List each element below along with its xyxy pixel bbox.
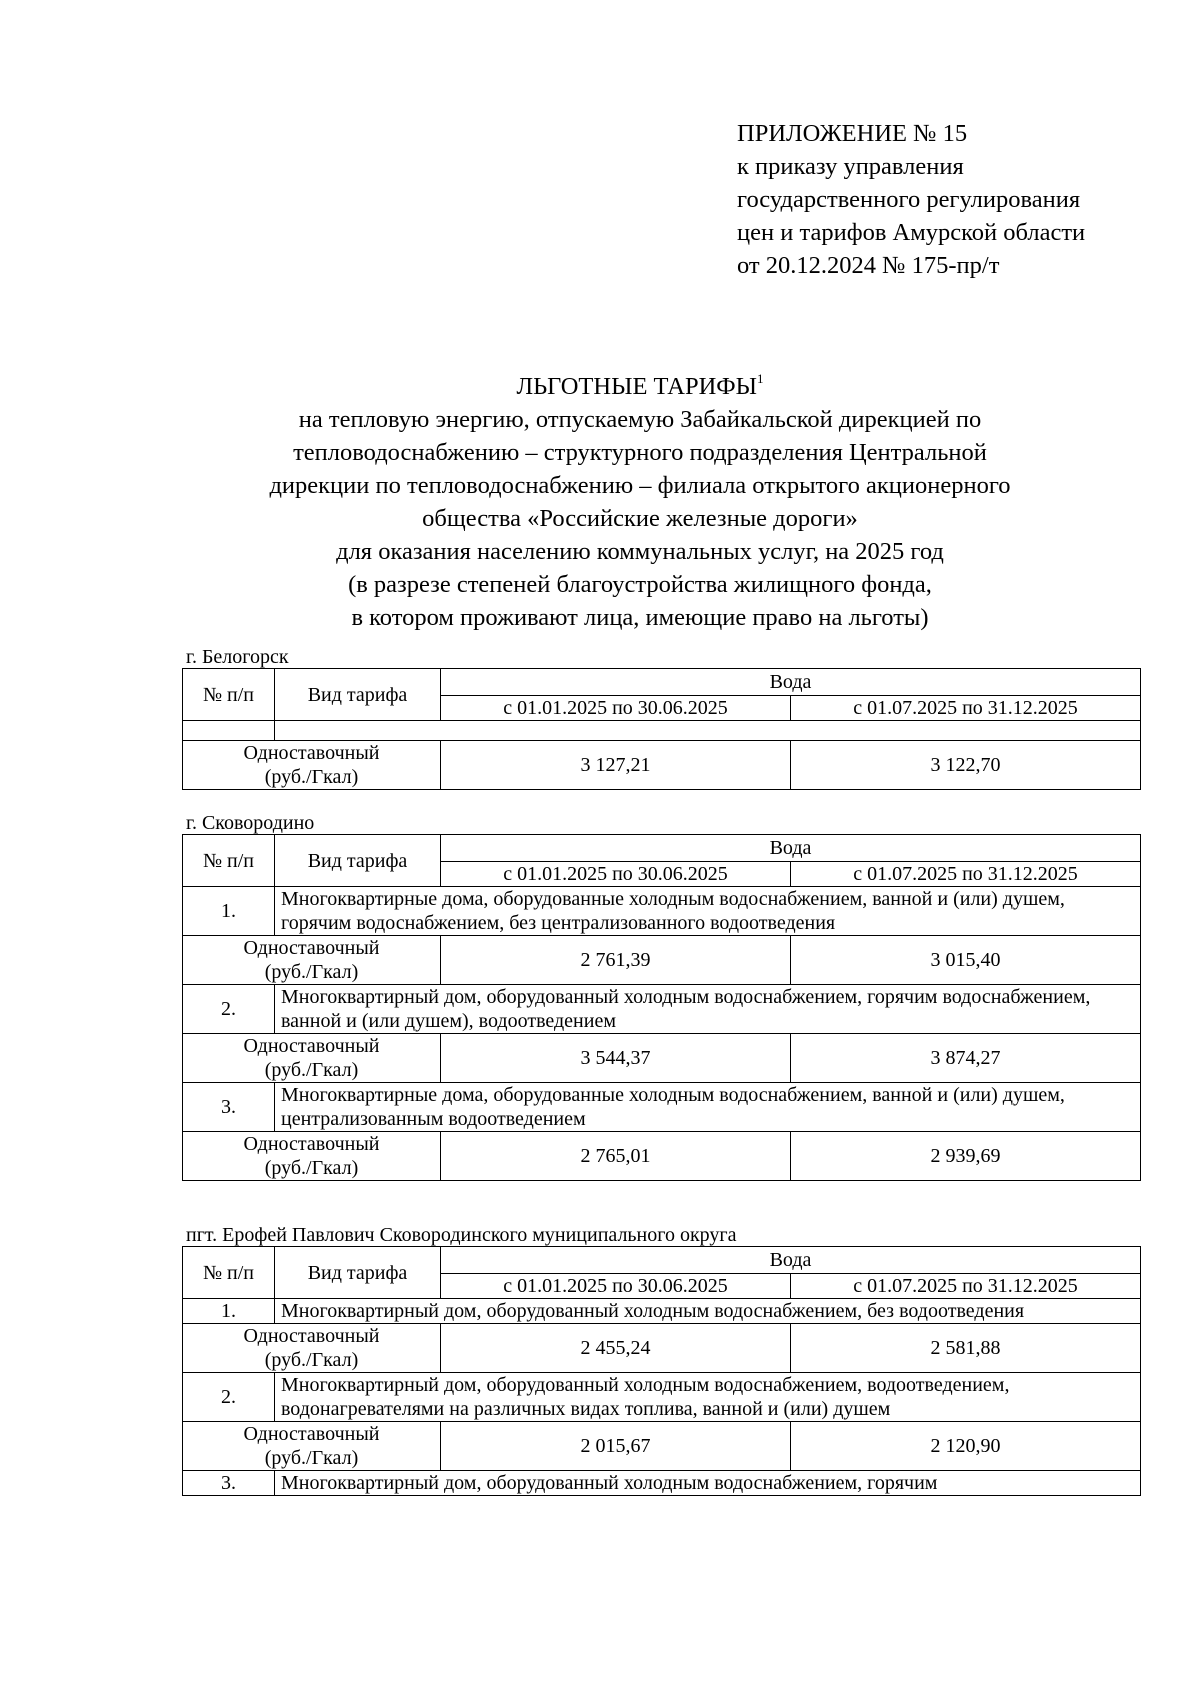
appendix-line: ПРИЛОЖЕНИЕ № 15 bbox=[737, 120, 968, 147]
header-period-1: с 01.01.2025 по 30.06.2025 bbox=[441, 696, 791, 721]
tariff-table bbox=[182, 1246, 1141, 1496]
appendix-line: от 20.12.2024 № 175-пр/т bbox=[737, 252, 1000, 279]
title-main: ЛЬГОТНЫЕ ТАРИФЫ bbox=[516, 373, 758, 400]
row-description: Многоквартирный дом, оборудованный холодным водоснабжением, горячим водоснабжением, ванной и (или душем), водоотведением bbox=[275, 985, 1141, 1034]
tariff-label bbox=[183, 936, 441, 985]
title-line: на тепловую энергию, отпускаемую Забайкальской дирекцией по bbox=[298, 406, 982, 433]
footnote-mark: 1 bbox=[757, 371, 764, 386]
section-belogorsk bbox=[182, 646, 1142, 790]
title-line: (в разрезе степеней благоустройства жилищного фонда, bbox=[348, 571, 932, 598]
row-description: Многоквартирный дом, оборудованный холодным водоснабжением, горячим bbox=[275, 1471, 1141, 1496]
tariff-label-line-1: Одноставочный bbox=[243, 1133, 380, 1155]
city-name: г. Белогорск bbox=[186, 646, 289, 668]
row-description bbox=[275, 721, 1141, 741]
tariff-label-line-1: Одноставочный bbox=[243, 1035, 380, 1057]
appendix-line: цен и тарифов Амурской области bbox=[737, 219, 1086, 246]
tariff-label bbox=[183, 1422, 441, 1471]
title-line: в котором проживают лица, имеющие право на льготы) bbox=[351, 604, 929, 631]
tariff-value-period-1: 3 544,37 bbox=[441, 1034, 791, 1083]
tariff-value-period-2: 3 015,40 bbox=[791, 936, 1141, 985]
tariff-value-period-2: 3 122,70 bbox=[791, 741, 1141, 790]
header-tariff-type: Вид тарифа bbox=[275, 1247, 441, 1299]
tariff-label bbox=[183, 1034, 441, 1083]
tariff-label-line-2: (руб./Гкал) bbox=[264, 1157, 359, 1179]
header-period-2: с 01.07.2025 по 31.12.2025 bbox=[791, 1274, 1141, 1299]
row-num: 3. bbox=[183, 1471, 275, 1496]
header-tariff-type: Вид тарифа bbox=[275, 835, 441, 887]
tariff-value-period-2: 2 581,88 bbox=[791, 1324, 1141, 1373]
tariff-label-line-1: Одноставочный bbox=[243, 937, 380, 959]
row-num bbox=[183, 721, 275, 741]
tariff-label bbox=[183, 741, 441, 790]
header-period-2: с 01.07.2025 по 31.12.2025 bbox=[791, 862, 1141, 887]
row-description: Многоквартирные дома, оборудованные холодным водоснабжением, ванной и (или) душем, горячим водоснабжением, без централизованного водоотведения bbox=[275, 887, 1141, 936]
header-num: № п/п bbox=[183, 835, 275, 887]
tariff-label-line-2: (руб./Гкал) bbox=[264, 1349, 359, 1371]
header-resource: Вода bbox=[441, 669, 1141, 696]
header-period-1: с 01.01.2025 по 30.06.2025 bbox=[441, 862, 791, 887]
tariff-label bbox=[183, 1324, 441, 1373]
header-resource: Вода bbox=[441, 835, 1141, 862]
header-tariff-type: Вид тарифа bbox=[275, 669, 441, 721]
tariff-label-line-2: (руб./Гкал) bbox=[264, 1059, 359, 1081]
title-line: тепловодоснабжению – структурного подразделения Центральной bbox=[293, 439, 987, 466]
header-num: № п/п bbox=[183, 669, 275, 721]
row-num: 1. bbox=[183, 1299, 275, 1324]
city-name: г. Сковородино bbox=[186, 812, 315, 834]
row-num: 3. bbox=[183, 1083, 275, 1132]
header-period-1: с 01.01.2025 по 30.06.2025 bbox=[441, 1274, 791, 1299]
section-erofey-pavlovich bbox=[182, 1224, 1142, 1496]
city-name: пгт. Ерофей Павлович Сковородинского муниципального округа bbox=[186, 1224, 737, 1246]
title-line: дирекции по тепловодоснабжению – филиала открытого акционерного bbox=[269, 472, 1011, 499]
header-resource: Вода bbox=[441, 1247, 1141, 1274]
row-num: 2. bbox=[183, 985, 275, 1034]
row-description: Многоквартирный дом, оборудованный холодным водоснабжением, водоотведением, водонагревателями на различных видах топлива, ванной и (или) душем bbox=[275, 1373, 1141, 1422]
appendix-line: к приказу управления bbox=[737, 153, 964, 180]
appendix-block bbox=[737, 117, 1085, 282]
tariff-value-period-1: 2 761,39 bbox=[441, 936, 791, 985]
tariff-value-period-2: 3 874,27 bbox=[791, 1034, 1141, 1083]
title-main-line bbox=[160, 370, 1120, 403]
row-num: 2. bbox=[183, 1373, 275, 1422]
tariff-value-period-2: 2 120,90 bbox=[791, 1422, 1141, 1471]
tariff-label-line-2: (руб./Гкал) bbox=[264, 1447, 359, 1469]
tariff-label-line-2: (руб./Гкал) bbox=[264, 961, 359, 983]
header-period-2: с 01.07.2025 по 31.12.2025 bbox=[791, 696, 1141, 721]
tariff-label-line-2: (руб./Гкал) bbox=[264, 766, 359, 788]
tariff-value-period-1: 2 765,01 bbox=[441, 1132, 791, 1181]
row-description: Многоквартирные дома, оборудованные холодным водоснабжением, ванной и (или) душем, централизованным водоотведением bbox=[275, 1083, 1141, 1132]
tariff-table bbox=[182, 834, 1141, 1181]
tariff-value-period-1: 2 455,24 bbox=[441, 1324, 791, 1373]
row-description: Многоквартирный дом, оборудованный холодным водоснабжением, без водоотведения bbox=[275, 1299, 1141, 1324]
tariff-value-period-1: 2 015,67 bbox=[441, 1422, 791, 1471]
section-skovorodino bbox=[182, 812, 1142, 1181]
tariff-table bbox=[182, 668, 1141, 790]
tariff-label-line-1: Одноставочный bbox=[243, 742, 380, 764]
row-num: 1. bbox=[183, 887, 275, 936]
title-line: для оказания населению коммунальных услуг, на 2025 год bbox=[336, 538, 944, 565]
title-line: общества «Российские железные дороги» bbox=[422, 505, 858, 532]
tariff-value-period-2: 2 939,69 bbox=[791, 1132, 1141, 1181]
tariff-label-line-1: Одноставочный bbox=[243, 1325, 380, 1347]
document-title bbox=[160, 370, 1120, 634]
header-num: № п/п bbox=[183, 1247, 275, 1299]
appendix-line: государственного регулирования bbox=[737, 186, 1081, 213]
tariff-label-line-1: Одноставочный bbox=[243, 1423, 380, 1445]
tariff-label bbox=[183, 1132, 441, 1181]
tariff-value-period-1: 3 127,21 bbox=[441, 741, 791, 790]
